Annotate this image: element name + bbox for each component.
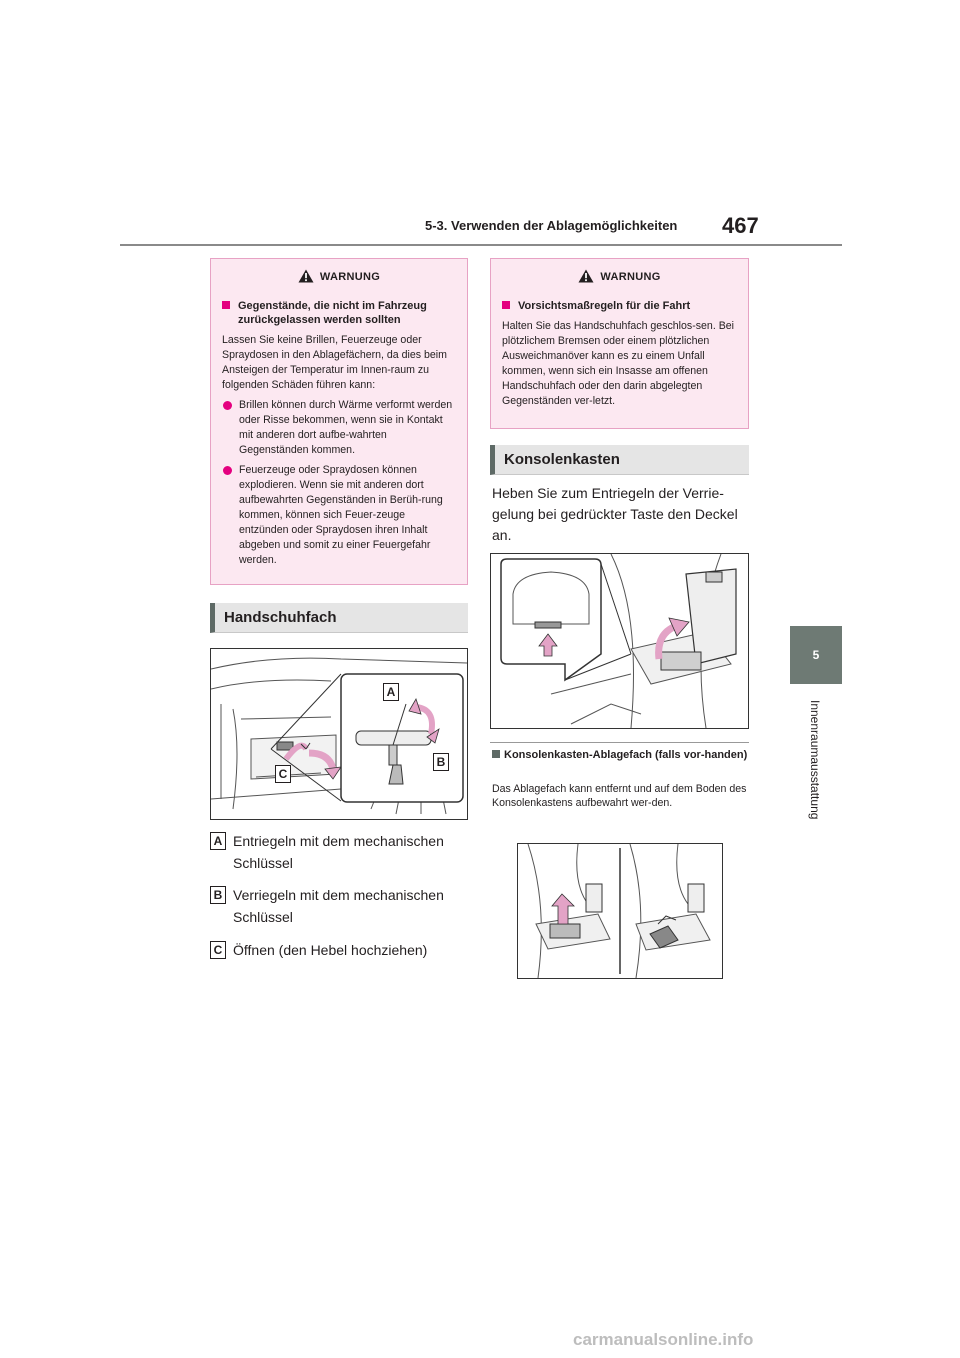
warning-heading-text: WARNUNG xyxy=(600,271,661,283)
square-bullet-icon xyxy=(492,750,500,758)
section-heading-console: Konsolenkasten xyxy=(490,445,749,475)
warning-subheading-text: Vorsichtsmaßregeln für die Fahrt xyxy=(518,300,691,312)
page-number: 467 xyxy=(722,213,759,238)
console-intro-text: Heben Sie zum Entriegeln der Verrie-gelung bei gedrückter Taste den Deckel an. xyxy=(492,485,738,543)
warning-bullet xyxy=(222,398,456,458)
warning-triangle-icon xyxy=(578,269,594,283)
warning-subheading xyxy=(222,299,456,327)
warning-paragraph: Halten Sie das Handschuhfach geschlos-sen. Bei plötzlichem Bremsen oder einem plötzlichen Ausweichmanöver kann es zu einem Unfall kommen, wenn sich ein Insasse am offenen Handschuhfach oder den darin abgelegten Gegenständen ver-letzt. xyxy=(502,320,735,407)
round-bullet-icon xyxy=(223,401,232,410)
legend-key-c: C xyxy=(210,941,226,959)
warning-triangle-icon xyxy=(298,269,314,283)
legend-key-a: A xyxy=(210,832,226,850)
figure-label-a: A xyxy=(383,683,399,701)
legend-text-b: Verriegeln mit dem mechanischen Schlüssel xyxy=(233,887,444,925)
legend-text-a: Entriegeln mit dem mechanischen Schlüssel xyxy=(233,833,444,871)
console-tray-drawing xyxy=(518,844,722,978)
chapter-tab[interactable]: 5 xyxy=(790,626,842,684)
warning-bullet-text: Brillen können durch Wärme verformt werden oder Risse bekommen, wenn sie in Kontakt mit anderen dort aufbe-wahrten Gegenständen kommen. xyxy=(239,399,453,456)
running-header-title: 5-3. Verwenden der Ablagemöglichkeiten xyxy=(425,218,678,233)
watermark: carmanualsonline.info xyxy=(573,1330,754,1349)
console-tray-subheading-text: Konsolenkasten-Ablagefach (falls vor-handen) xyxy=(504,749,748,761)
glovebox-illustration xyxy=(210,648,468,820)
console-box-drawing xyxy=(491,554,748,728)
warning-heading xyxy=(222,259,456,291)
console-box-illustration xyxy=(490,553,749,729)
round-bullet-icon xyxy=(223,466,232,475)
warning-subheading xyxy=(502,299,737,313)
console-tray-subheading xyxy=(492,748,750,762)
legend-item-c xyxy=(210,939,468,961)
warning-bullet-text: Feuerzeuge oder Spraydosen können explodieren. Wenn sie mit anderen dort aufbewahrten Gegenständen in Berüh-rung kommen, können sich Feuer-zeuge entzünden oder Spraydosen ihren Inhalt abgeben und somit zu einer Feuergefahr werden. xyxy=(239,464,443,566)
warning-box-right xyxy=(490,258,749,429)
square-bullet-icon xyxy=(222,301,230,309)
warning-box-left xyxy=(210,258,468,585)
square-bullet-icon xyxy=(502,301,510,309)
legend-item-a xyxy=(210,830,468,874)
figure-label-c: C xyxy=(275,765,291,783)
section-heading-glovebox: Handschuhfach xyxy=(210,603,468,633)
legend-key-b: B xyxy=(210,886,226,904)
header-rule xyxy=(120,244,842,246)
figure-label-b: B xyxy=(433,753,449,771)
chapter-vertical-title: Innenraumausstattung xyxy=(808,700,822,820)
section-divider xyxy=(490,742,749,743)
warning-bullet xyxy=(222,463,456,568)
glovebox-drawing xyxy=(211,649,467,819)
console-tray-illustration xyxy=(517,843,723,979)
warning-paragraph: Lassen Sie keine Brillen, Feuerzeuge oder Spraydosen in den Ablagefächern, da dies beim Ansteigen der Temperatur im Innen-raum zu folgenden Schäden führen kann: xyxy=(222,334,447,391)
warning-subheading-text: Gegenstände, die nicht im Fahrzeug zurückgelassen werden sollten xyxy=(238,300,427,326)
legend-text-c: Öffnen (den Hebel hochziehen) xyxy=(233,942,428,958)
console-tray-text: Das Ablagefach kann entfernt und auf dem Boden des Konsolenkastens aufbewahrt wer-den. xyxy=(492,783,747,809)
warning-heading xyxy=(502,259,737,291)
legend-item-b xyxy=(210,884,468,928)
warning-heading-text: WARNUNG xyxy=(319,271,381,283)
